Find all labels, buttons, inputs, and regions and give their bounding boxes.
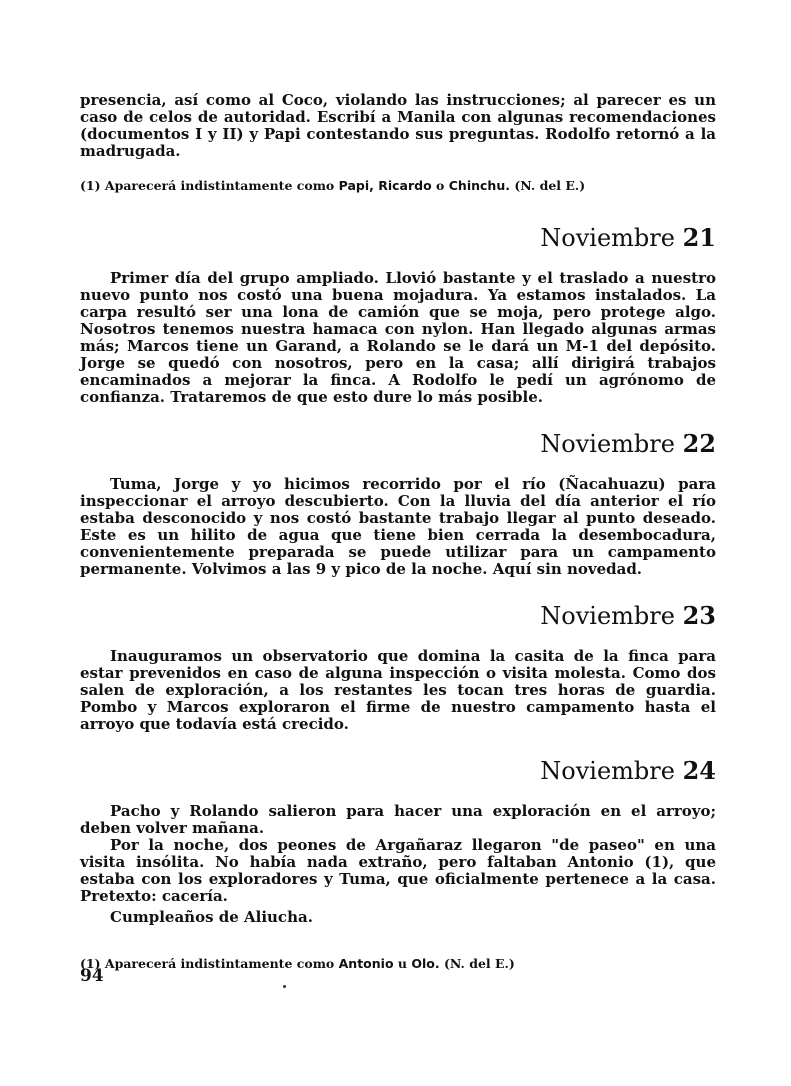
heading-month: Noviembre (540, 757, 675, 785)
heading-day: 24 (682, 756, 716, 785)
print-speck (283, 985, 286, 988)
footnote-connector: u (397, 956, 407, 971)
footnote-prefix: (1) Aparecerá indistintamente como (80, 956, 335, 971)
footnote-prefix: (1) Aparecerá indistintamente como (80, 178, 335, 193)
entry-paragraph: Tuma, Jorge y yo hicimos recorrido por el río (Ñacahuazu) para inspeccionar el arroyo descubierto. Con la lluvia del día anterior el río estaba desconocido y nos costó bastante trabajo llegar al punto deseado. Este es un hilito de agua que tiene bien cerrada la desembocadura, convenientemente preparada se puede utilizar para un campamento permanente. Volvimos a las 9 y pico de la noche. Aquí sin novedad. (80, 475, 716, 578)
heading-day: 21 (682, 223, 716, 252)
entry-paragraph: Primer día del grupo ampliado. Llovió bastante y el traslado a nuestro nuevo punto nos costó una buena mojadura. Ya estamos instalados. La carpa resultó ser una lona de camión que se moja, pero protege algo. Nosotros tenemos nuestra hamaca con nylon. Han llegado algunas armas más; Marcos tiene un Garand, a Rolando se le dará un M-1 del depósito. Jorge se quedó con nosotros, pero en la casa; allí dirigirá trabajos encaminados a mejorar la finca. A Rodolfo le pedí un agrónomo de confianza. Trataremos de que esto dure lo más posible. (80, 269, 716, 406)
footnote-papi (80, 178, 716, 194)
heading-month: Noviembre (540, 430, 675, 458)
footnote-name-b: Olo. (411, 956, 440, 971)
page-number: 94 (80, 966, 104, 986)
heading-month: Noviembre (540, 602, 675, 630)
page-body (80, 92, 716, 972)
entry-paragraph: Por la noche, dos peones de Argañaraz llegaron "de paseo" en una visita insólita. No había nada extraño, pero faltaban Antonio (1), que estaba con los exploradores y Tuma, que oficialmente pertenece a la casa. Pretexto: cacería. (80, 836, 716, 905)
footnote-name-a: Antonio (338, 956, 394, 971)
footnote-last-name: Chinchu. (448, 178, 510, 193)
heading-day: 22 (682, 429, 716, 458)
footnote-names: Papi, Ricardo (338, 178, 432, 193)
footnote-suffix: (N. del E.) (443, 956, 515, 971)
footnote-suffix: (N. del E.) (514, 178, 586, 193)
entry-paragraph: Cumpleaños de Aliucha. (110, 908, 313, 926)
entry-paragraph: Pacho y Rolando salieron para hacer una exploración en el arroyo; deben volver mañana. (80, 802, 716, 837)
entry-heading-nov-22 (80, 430, 716, 458)
heading-day: 23 (682, 601, 716, 630)
heading-month: Noviembre (540, 224, 675, 252)
footnote-antonio (80, 956, 716, 972)
entry-paragraph: Inauguramos un observatorio que domina la casita de la finca para estar prevenidos en caso de alguna inspección o visita molesta. Como dos salen de exploración, a los restantes les tocan tres horas de guardia. Pombo y Marcos exploraron el firme de nuestro campamento hasta el arroyo que todavía está crecido. (80, 647, 716, 733)
entry-heading-nov-24 (80, 757, 716, 785)
entry-heading-nov-21 (80, 224, 716, 252)
intro-paragraph: presencia, así como al Coco, violando las instrucciones; al parecer es un caso de celos de autoridad. Escribí a Manila con algunas recomendaciones (documentos I y II) y Papi contestando sus preguntas. Rodolfo retornó a la madrugada. (80, 91, 716, 160)
footnote-connector: o (436, 178, 445, 193)
entry-heading-nov-23 (80, 602, 716, 630)
